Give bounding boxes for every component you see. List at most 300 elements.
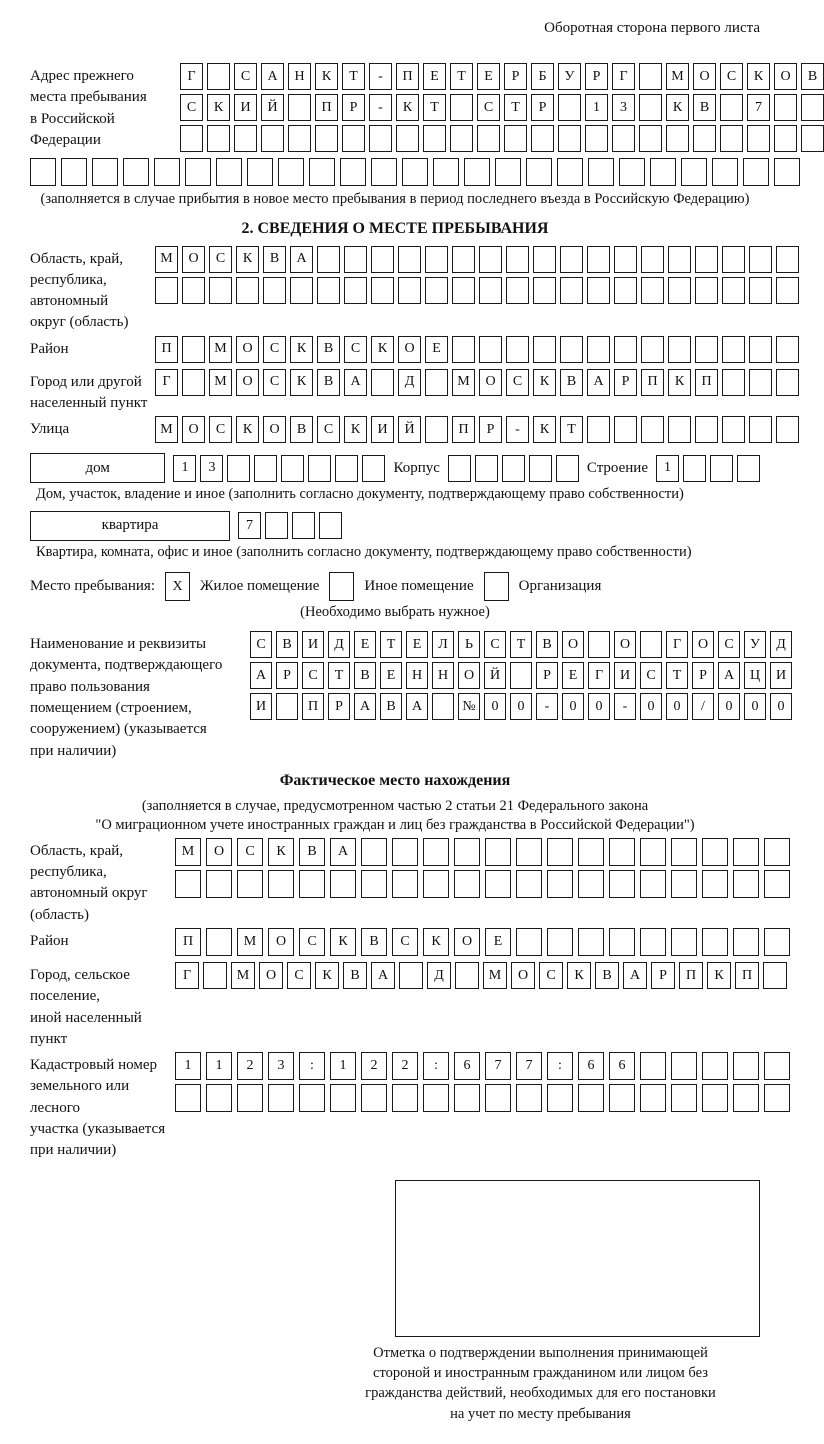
char-box[interactable]: Е (562, 662, 584, 689)
char-box[interactable] (641, 277, 664, 304)
char-box[interactable]: В (299, 838, 325, 866)
char-box[interactable]: Й (484, 662, 506, 689)
char-box[interactable]: О (182, 246, 205, 273)
char-box[interactable] (207, 125, 230, 152)
char-box[interactable] (516, 838, 542, 866)
char-box[interactable]: 0 (744, 693, 766, 720)
char-box[interactable] (641, 336, 664, 363)
char-box[interactable] (432, 693, 454, 720)
char-box[interactable] (234, 125, 257, 152)
char-box[interactable] (774, 94, 797, 121)
char-box[interactable] (506, 277, 529, 304)
char-box[interactable] (801, 125, 824, 152)
char-box[interactable]: В (536, 631, 558, 658)
char-box[interactable] (175, 1084, 201, 1112)
char-box[interactable]: К (330, 928, 356, 956)
char-box[interactable] (209, 277, 232, 304)
char-box[interactable]: 3 (612, 94, 635, 121)
char-box[interactable]: Р (342, 94, 365, 121)
char-box[interactable] (392, 870, 418, 898)
char-box[interactable] (292, 512, 315, 539)
char-box[interactable]: П (155, 336, 178, 363)
char-box[interactable]: : (423, 1052, 449, 1080)
char-box[interactable] (776, 369, 799, 396)
char-box[interactable] (733, 928, 759, 956)
char-box[interactable]: Т (666, 662, 688, 689)
char-box[interactable]: 6 (578, 1052, 604, 1080)
char-box[interactable]: Е (423, 63, 446, 90)
char-box[interactable]: С (180, 94, 203, 121)
char-box[interactable] (261, 125, 284, 152)
char-box[interactable] (722, 336, 745, 363)
char-box[interactable]: Г (180, 63, 203, 90)
char-box[interactable] (650, 158, 676, 186)
char-box[interactable] (61, 158, 87, 186)
char-box[interactable]: С (263, 369, 286, 396)
char-box[interactable] (547, 838, 573, 866)
char-box[interactable] (587, 246, 610, 273)
char-box[interactable]: С (234, 63, 257, 90)
char-box[interactable] (640, 1084, 666, 1112)
char-box[interactable] (666, 125, 689, 152)
char-box[interactable]: Е (485, 928, 511, 956)
char-box[interactable]: И (250, 693, 272, 720)
char-box[interactable]: Е (380, 662, 402, 689)
char-box[interactable] (315, 125, 338, 152)
char-box[interactable] (619, 158, 645, 186)
char-box[interactable]: А (623, 962, 647, 989)
char-box[interactable] (398, 246, 421, 273)
char-box[interactable] (362, 455, 385, 482)
char-box[interactable]: К (290, 336, 313, 363)
char-box[interactable]: Р (479, 416, 502, 443)
char-box[interactable] (392, 1084, 418, 1112)
char-box[interactable] (182, 336, 205, 363)
char-box[interactable] (749, 246, 772, 273)
char-box[interactable] (485, 838, 511, 866)
char-box[interactable] (710, 455, 733, 482)
char-box[interactable] (609, 838, 635, 866)
char-box[interactable]: П (396, 63, 419, 90)
char-box[interactable]: 0 (666, 693, 688, 720)
char-box[interactable]: О (398, 336, 421, 363)
char-box[interactable]: 1 (585, 94, 608, 121)
char-box[interactable]: С (209, 246, 232, 273)
char-box[interactable] (533, 336, 556, 363)
char-box[interactable]: - (369, 94, 392, 121)
char-box[interactable]: 0 (562, 693, 584, 720)
char-box[interactable] (668, 246, 691, 273)
char-box[interactable]: К (207, 94, 230, 121)
char-box[interactable]: К (747, 63, 770, 90)
char-box[interactable]: 0 (770, 693, 792, 720)
char-box[interactable]: Р (585, 63, 608, 90)
char-box[interactable]: 1 (175, 1052, 201, 1080)
char-box[interactable]: Л (432, 631, 454, 658)
char-box[interactable] (454, 838, 480, 866)
char-box[interactable]: И (234, 94, 257, 121)
char-box[interactable] (180, 125, 203, 152)
char-box[interactable] (764, 870, 790, 898)
char-box[interactable]: № (458, 693, 480, 720)
char-box[interactable] (720, 94, 743, 121)
char-box[interactable]: В (343, 962, 367, 989)
char-box[interactable]: Д (427, 962, 451, 989)
char-box[interactable] (702, 1084, 728, 1112)
char-box[interactable] (207, 63, 230, 90)
char-box[interactable]: Д (328, 631, 350, 658)
char-box[interactable] (216, 158, 242, 186)
char-box[interactable]: О (268, 928, 294, 956)
char-box[interactable] (450, 94, 473, 121)
char-box[interactable] (747, 125, 770, 152)
char-box[interactable]: К (315, 63, 338, 90)
char-box[interactable] (749, 277, 772, 304)
char-box[interactable] (278, 158, 304, 186)
char-box[interactable]: У (744, 631, 766, 658)
char-box[interactable]: А (290, 246, 313, 273)
char-box[interactable] (695, 277, 718, 304)
char-box[interactable] (639, 125, 662, 152)
char-box[interactable] (668, 336, 691, 363)
char-box[interactable] (695, 246, 718, 273)
char-box[interactable]: - (506, 416, 529, 443)
char-box[interactable] (764, 838, 790, 866)
char-box[interactable] (30, 158, 56, 186)
char-box[interactable]: М (209, 336, 232, 363)
char-box[interactable]: М (155, 416, 178, 443)
char-box[interactable]: К (666, 94, 689, 121)
char-box[interactable]: Т (510, 631, 532, 658)
char-box[interactable]: С (302, 662, 324, 689)
char-box[interactable] (516, 1084, 542, 1112)
char-box[interactable] (763, 962, 787, 989)
char-box[interactable] (776, 277, 799, 304)
char-box[interactable] (288, 94, 311, 121)
char-box[interactable] (693, 125, 716, 152)
char-box[interactable] (464, 158, 490, 186)
char-box[interactable]: У (558, 63, 581, 90)
char-box[interactable]: : (547, 1052, 573, 1080)
char-box[interactable] (614, 246, 637, 273)
char-box[interactable]: В (317, 336, 340, 363)
char-box[interactable]: В (354, 662, 376, 689)
char-box[interactable] (533, 277, 556, 304)
char-box[interactable] (531, 125, 554, 152)
char-box[interactable]: А (330, 838, 356, 866)
char-box[interactable]: В (263, 246, 286, 273)
char-box[interactable]: О (614, 631, 636, 658)
char-box[interactable]: Е (406, 631, 428, 658)
char-box[interactable] (485, 1084, 511, 1112)
char-box[interactable]: Т (380, 631, 402, 658)
char-box[interactable] (425, 277, 448, 304)
char-box[interactable]: О (692, 631, 714, 658)
char-box[interactable]: Н (406, 662, 428, 689)
char-box[interactable] (588, 631, 610, 658)
char-box[interactable]: Ц (744, 662, 766, 689)
char-box[interactable] (712, 158, 738, 186)
char-box[interactable] (452, 336, 475, 363)
char-box[interactable]: Н (432, 662, 454, 689)
char-box[interactable]: Г (155, 369, 178, 396)
char-box[interactable]: С (344, 336, 367, 363)
char-box[interactable] (764, 1084, 790, 1112)
char-box[interactable] (237, 1084, 263, 1112)
char-box[interactable] (425, 369, 448, 396)
char-box[interactable]: 0 (484, 693, 506, 720)
char-box[interactable] (743, 158, 769, 186)
char-box[interactable] (547, 1084, 573, 1112)
char-box[interactable]: С (392, 928, 418, 956)
char-box[interactable] (668, 277, 691, 304)
char-box[interactable]: Т (328, 662, 350, 689)
char-box[interactable] (425, 416, 448, 443)
char-box[interactable] (423, 125, 446, 152)
char-box[interactable]: С (287, 962, 311, 989)
char-box[interactable] (308, 455, 331, 482)
char-box[interactable]: О (206, 838, 232, 866)
char-box[interactable]: К (396, 94, 419, 121)
char-box[interactable]: 0 (718, 693, 740, 720)
char-box[interactable]: И (770, 662, 792, 689)
char-box[interactable] (369, 125, 392, 152)
char-box[interactable] (526, 158, 552, 186)
char-box[interactable]: О (259, 962, 283, 989)
char-box[interactable] (560, 336, 583, 363)
char-box[interactable]: Г (588, 662, 610, 689)
char-box[interactable]: 7 (485, 1052, 511, 1080)
char-box[interactable] (612, 125, 635, 152)
char-box[interactable]: 0 (588, 693, 610, 720)
char-box[interactable] (764, 1052, 790, 1080)
char-box[interactable]: И (302, 631, 324, 658)
char-box[interactable] (702, 1052, 728, 1080)
char-box[interactable]: 6 (454, 1052, 480, 1080)
char-box[interactable]: В (693, 94, 716, 121)
char-box[interactable] (609, 1084, 635, 1112)
char-box[interactable] (702, 870, 728, 898)
char-box[interactable] (330, 870, 356, 898)
char-box[interactable] (236, 277, 259, 304)
char-box[interactable] (479, 277, 502, 304)
char-box[interactable]: 2 (361, 1052, 387, 1080)
char-box[interactable] (801, 94, 824, 121)
char-box[interactable] (529, 455, 552, 482)
char-box[interactable] (203, 962, 227, 989)
char-box[interactable] (452, 246, 475, 273)
char-box[interactable] (733, 838, 759, 866)
char-box[interactable]: С (720, 63, 743, 90)
char-box[interactable] (317, 277, 340, 304)
char-box[interactable] (92, 158, 118, 186)
char-box[interactable] (587, 277, 610, 304)
char-box[interactable] (276, 693, 298, 720)
char-box[interactable]: 6 (609, 1052, 635, 1080)
char-box[interactable] (749, 416, 772, 443)
char-box[interactable]: М (483, 962, 507, 989)
char-box[interactable] (268, 870, 294, 898)
char-box[interactable] (578, 838, 604, 866)
char-box[interactable]: С (539, 962, 563, 989)
char-box[interactable]: А (371, 962, 395, 989)
char-box[interactable]: О (693, 63, 716, 90)
char-box[interactable] (485, 870, 511, 898)
char-box[interactable] (737, 455, 760, 482)
char-box[interactable] (454, 870, 480, 898)
char-box[interactable]: А (587, 369, 610, 396)
char-box[interactable] (585, 125, 608, 152)
char-box[interactable]: Б (531, 63, 554, 90)
char-box[interactable]: 1 (656, 455, 679, 482)
checkbox-org[interactable] (484, 572, 509, 601)
char-box[interactable] (123, 158, 149, 186)
char-box[interactable]: И (371, 416, 394, 443)
char-box[interactable]: Г (175, 962, 199, 989)
char-box[interactable]: А (718, 662, 740, 689)
char-box[interactable] (423, 1084, 449, 1112)
char-box[interactable]: Т (504, 94, 527, 121)
char-box[interactable] (609, 870, 635, 898)
char-box[interactable] (455, 962, 479, 989)
char-box[interactable]: Т (560, 416, 583, 443)
char-box[interactable]: - (536, 693, 558, 720)
char-box[interactable] (720, 125, 743, 152)
char-box[interactable] (154, 158, 180, 186)
char-box[interactable]: С (317, 416, 340, 443)
char-box[interactable] (695, 416, 718, 443)
char-box[interactable] (641, 416, 664, 443)
char-box[interactable] (733, 1084, 759, 1112)
char-box[interactable] (722, 277, 745, 304)
char-box[interactable] (335, 455, 358, 482)
house-type-box[interactable]: дом (30, 453, 165, 483)
char-box[interactable] (475, 455, 498, 482)
char-box[interactable]: 1 (330, 1052, 356, 1080)
char-box[interactable]: О (236, 369, 259, 396)
char-box[interactable] (265, 512, 288, 539)
char-box[interactable] (254, 455, 277, 482)
char-box[interactable]: К (371, 336, 394, 363)
char-box[interactable] (533, 246, 556, 273)
char-box[interactable] (433, 158, 459, 186)
apartment-type-box[interactable]: квартира (30, 511, 230, 541)
char-box[interactable]: К (423, 928, 449, 956)
char-box[interactable] (182, 277, 205, 304)
char-box[interactable]: М (209, 369, 232, 396)
char-box[interactable]: О (774, 63, 797, 90)
char-box[interactable] (392, 838, 418, 866)
char-box[interactable]: П (452, 416, 475, 443)
char-box[interactable] (206, 928, 232, 956)
char-box[interactable] (749, 369, 772, 396)
char-box[interactable]: Й (261, 94, 284, 121)
char-box[interactable]: П (302, 693, 324, 720)
char-box[interactable]: В (361, 928, 387, 956)
char-box[interactable] (578, 928, 604, 956)
char-box[interactable] (733, 870, 759, 898)
char-box[interactable]: А (250, 662, 272, 689)
char-box[interactable] (702, 838, 728, 866)
char-box[interactable]: Р (504, 63, 527, 90)
char-box[interactable] (299, 1084, 325, 1112)
char-box[interactable] (640, 1052, 666, 1080)
char-box[interactable]: - (614, 693, 636, 720)
char-box[interactable] (587, 416, 610, 443)
char-box[interactable] (361, 838, 387, 866)
char-box[interactable]: К (344, 416, 367, 443)
char-box[interactable] (722, 246, 745, 273)
char-box[interactable] (671, 1052, 697, 1080)
char-box[interactable]: М (666, 63, 689, 90)
char-box[interactable]: 3 (268, 1052, 294, 1080)
char-box[interactable] (671, 1084, 697, 1112)
char-box[interactable] (317, 246, 340, 273)
char-box[interactable] (182, 369, 205, 396)
char-box[interactable]: / (692, 693, 714, 720)
char-box[interactable]: 0 (640, 693, 662, 720)
char-box[interactable]: Т (423, 94, 446, 121)
char-box[interactable]: 2 (392, 1052, 418, 1080)
char-box[interactable]: О (479, 369, 502, 396)
char-box[interactable] (774, 158, 800, 186)
char-box[interactable] (361, 1084, 387, 1112)
char-box[interactable]: О (458, 662, 480, 689)
char-box[interactable] (640, 838, 666, 866)
char-box[interactable]: Е (425, 336, 448, 363)
char-box[interactable]: К (268, 838, 294, 866)
char-box[interactable]: С (718, 631, 740, 658)
char-box[interactable] (614, 277, 637, 304)
char-box[interactable]: К (668, 369, 691, 396)
char-box[interactable]: К (236, 416, 259, 443)
char-box[interactable] (206, 1084, 232, 1112)
char-box[interactable]: 1 (173, 455, 196, 482)
char-box[interactable]: А (261, 63, 284, 90)
char-box[interactable] (749, 336, 772, 363)
char-box[interactable] (423, 870, 449, 898)
char-box[interactable]: К (236, 246, 259, 273)
char-box[interactable] (702, 928, 728, 956)
char-box[interactable] (371, 158, 397, 186)
char-box[interactable] (371, 369, 394, 396)
char-box[interactable] (452, 277, 475, 304)
char-box[interactable] (558, 94, 581, 121)
char-box[interactable] (683, 455, 706, 482)
char-box[interactable]: Н (288, 63, 311, 90)
char-box[interactable]: С (506, 369, 529, 396)
char-box[interactable] (344, 277, 367, 304)
char-box[interactable]: М (452, 369, 475, 396)
char-box[interactable]: 2 (237, 1052, 263, 1080)
char-box[interactable]: В (560, 369, 583, 396)
char-box[interactable] (448, 455, 471, 482)
char-box[interactable] (516, 928, 542, 956)
char-box[interactable] (361, 870, 387, 898)
char-box[interactable]: Ь (458, 631, 480, 658)
char-box[interactable] (560, 246, 583, 273)
char-box[interactable] (776, 246, 799, 273)
char-box[interactable]: Г (666, 631, 688, 658)
char-box[interactable] (671, 928, 697, 956)
char-box[interactable] (668, 416, 691, 443)
char-box[interactable] (479, 246, 502, 273)
char-box[interactable] (206, 870, 232, 898)
char-box[interactable]: К (567, 962, 591, 989)
char-box[interactable] (288, 125, 311, 152)
char-box[interactable] (319, 512, 342, 539)
char-box[interactable]: Р (692, 662, 714, 689)
